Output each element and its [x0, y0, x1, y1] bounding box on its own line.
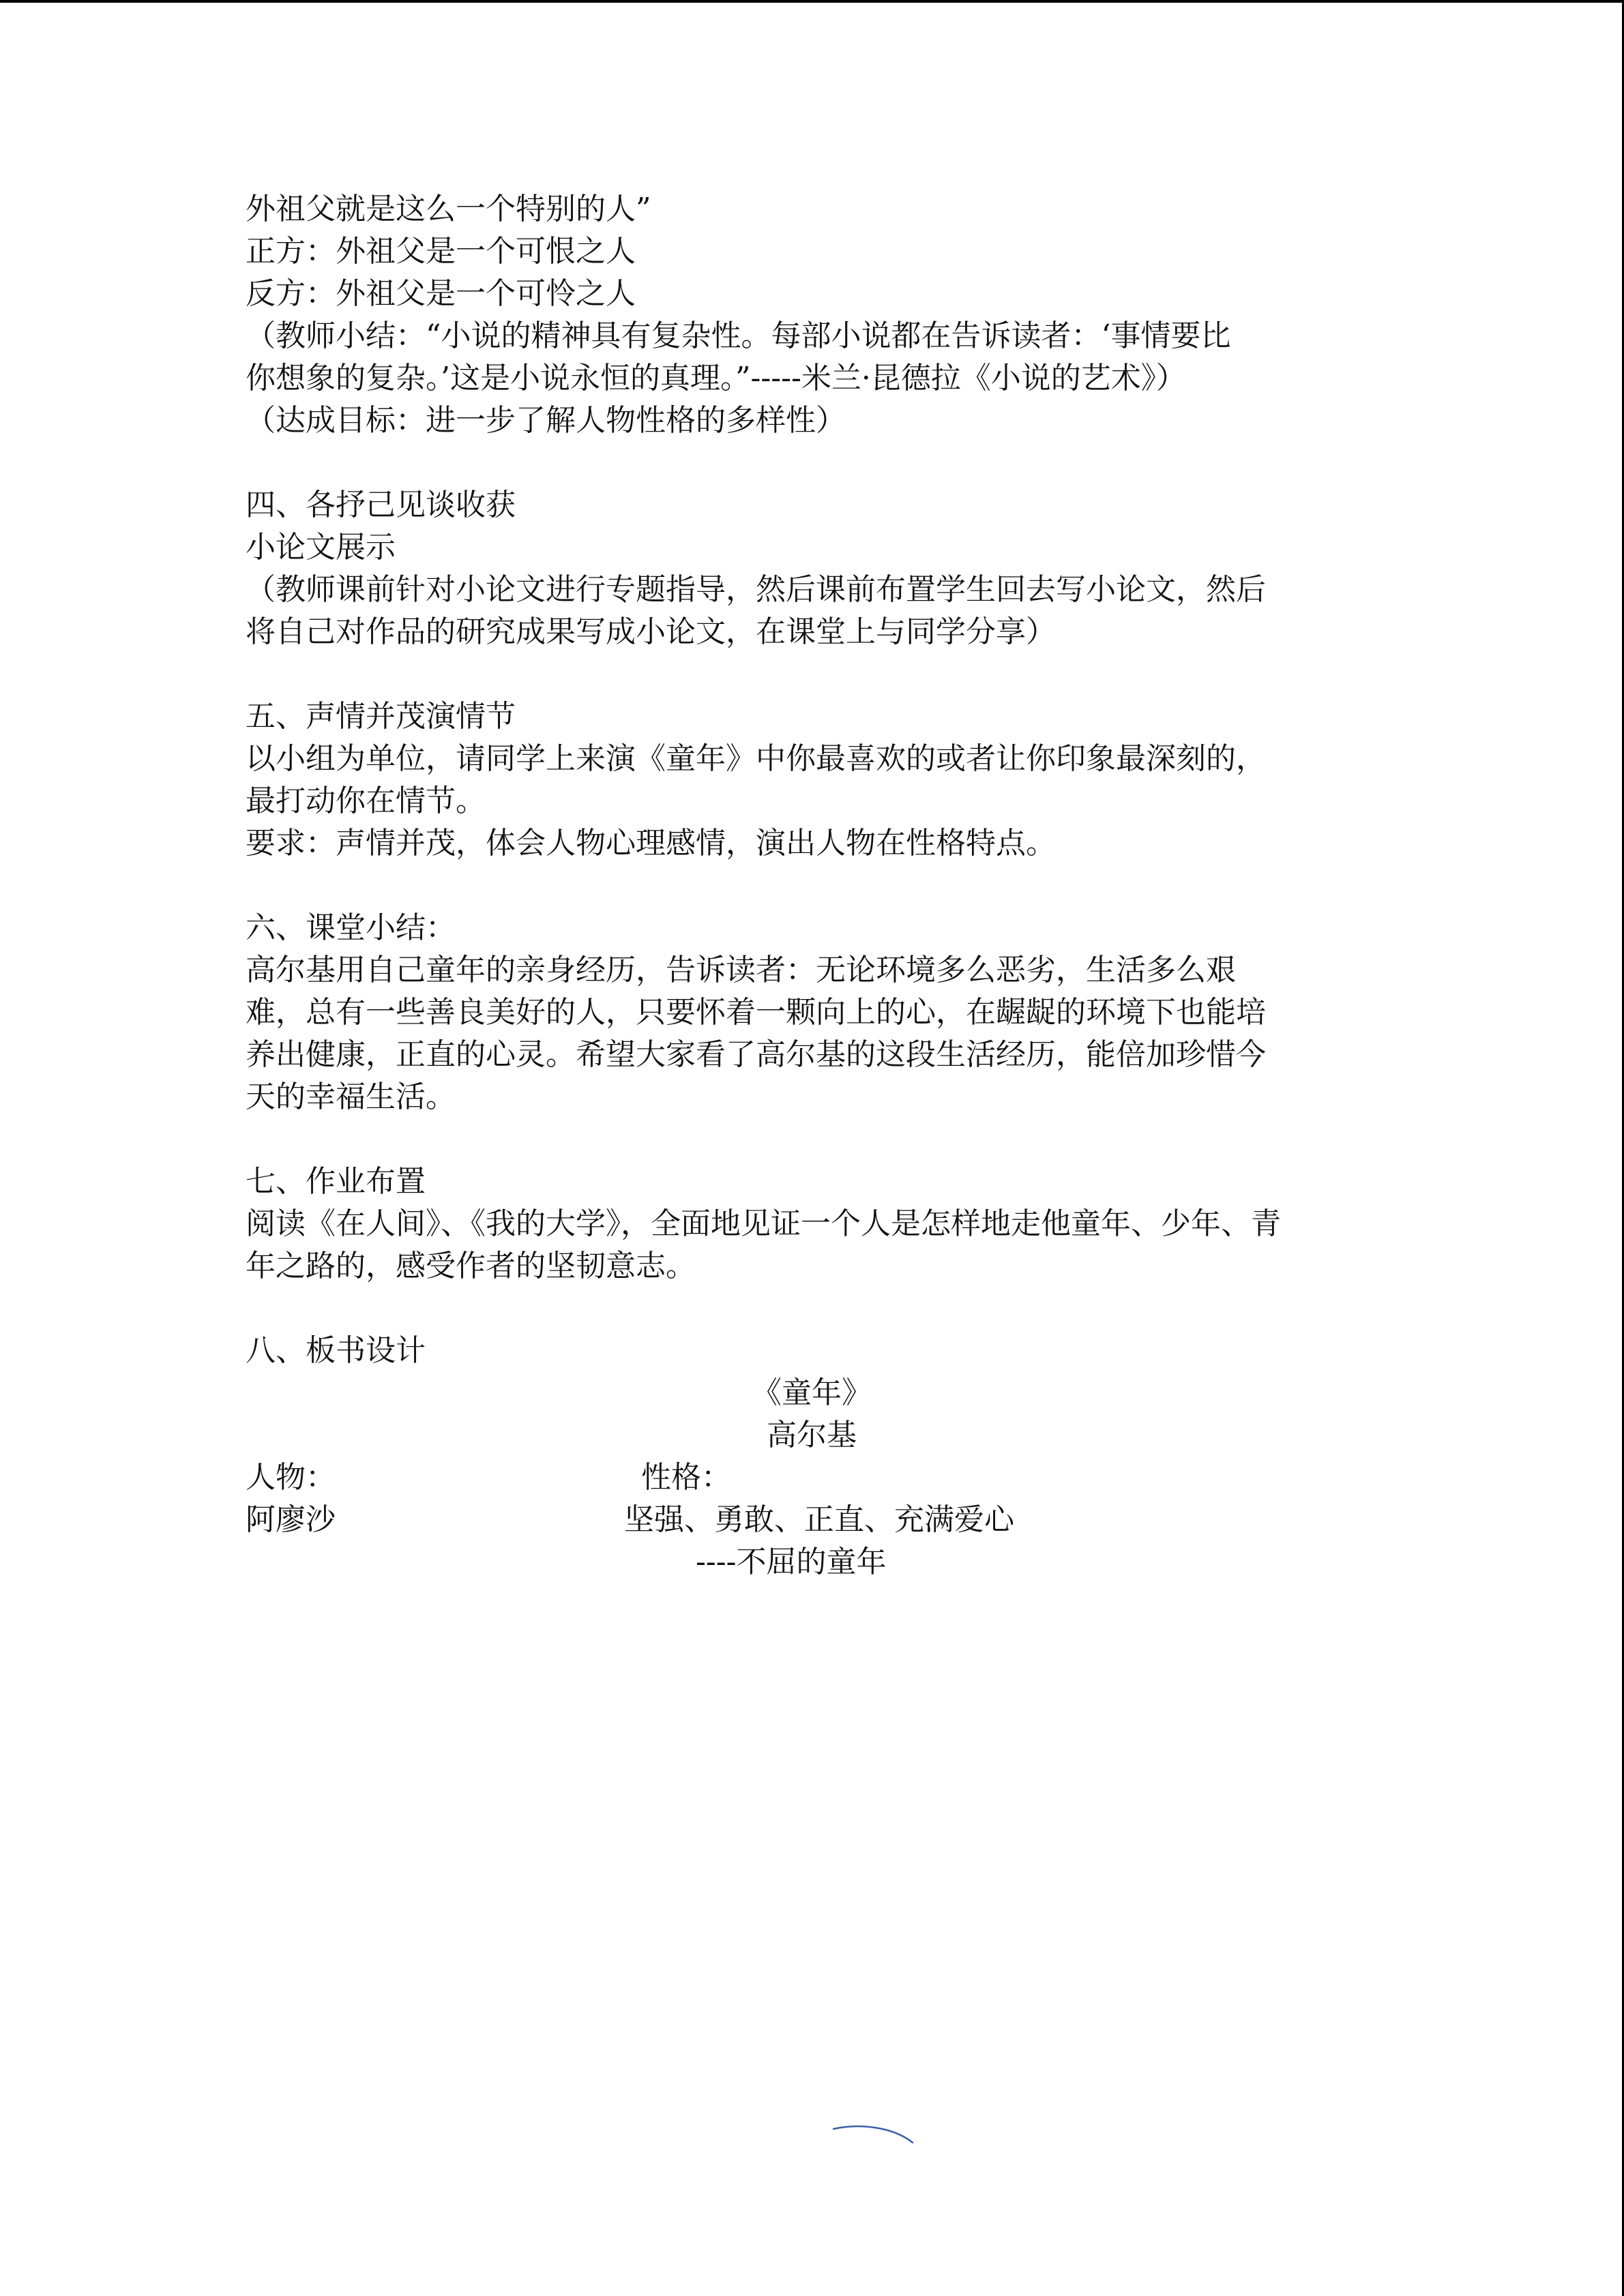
document-page: [246, 188, 1391, 1583]
text-line: （教师小结：“小说的精神具有复杂性。每部小说都在告诉读者：‘事情要比: [246, 318, 1231, 353]
board-label-personality: 性格：: [641, 1460, 731, 1495]
board-title: 《童年》: [752, 1375, 872, 1410]
text-line: （教师课前针对小论文进行专题指导，然后课前布置学生回去写小论文，然后: [246, 572, 1266, 607]
text-line: 小论文展示: [246, 530, 396, 565]
text-line: 你想象的复杂。’这是小说永恒的真理。”-----米兰·昆德拉《小说的艺术》）: [246, 361, 1186, 396]
page-top-border: [0, 0, 1624, 3]
section-heading: 五、声情并茂演情节: [246, 699, 516, 734]
text-line: 将自己对作品的研究成果写成小论文，在课堂上与同学分享）: [246, 614, 1056, 649]
text-line: 难，总有一些善良美好的人，只要怀着一颗向上的心，在龌龊的环境下也能培: [246, 995, 1266, 1030]
board-character-name: 阿廖沙: [246, 1502, 336, 1537]
section-heading: 八、板书设计: [246, 1333, 426, 1368]
board-label-character: 人物：: [246, 1460, 336, 1495]
text-line: 阅读《在人间》、《我的大学》，全面地见证一个人是怎样地走他童年、少年、青: [246, 1206, 1281, 1241]
text-line: （达成目标：进一步了解人物性格的多样性）: [246, 403, 846, 438]
section-heading: 四、各抒己见谈收获: [246, 488, 516, 522]
board-author: 高尔基: [767, 1418, 857, 1452]
board-summary: ----不屈的童年: [696, 1545, 887, 1579]
section-7: [246, 1161, 1391, 1287]
section-5: [246, 696, 1391, 865]
section-8: [246, 1330, 1391, 1583]
board-personality-traits: 坚强、勇敢、正直、充满爱心: [624, 1502, 1014, 1537]
section-6: [246, 907, 1391, 1118]
intro-block: [246, 188, 1391, 442]
spacer: [246, 865, 1391, 907]
spacer: [246, 442, 1391, 484]
section-4: [246, 484, 1391, 653]
text-line: 以小组为单位，请同学上来演《童年》中你最喜欢的或者让你印象最深刻的，: [246, 741, 1266, 776]
spacer: [246, 1118, 1391, 1161]
text-line: 外祖父就是这么一个特别的人”: [246, 192, 651, 226]
board-row-header: [246, 1457, 1391, 1499]
section-heading: 七、作业布置: [246, 1164, 426, 1199]
spacer: [246, 653, 1391, 696]
text-line: 正方：外祖父是一个可恨之人: [246, 234, 636, 269]
text-line: 高尔基用自己童年的亲身经历，告诉读者：无论环境多么恶劣，生活多么艰: [246, 953, 1236, 987]
spacer: [246, 1287, 1391, 1330]
text-line: 年之路的，感受作者的坚韧意志。: [246, 1249, 696, 1283]
text-line: 养出健康，正直的心灵。希望大家看了高尔基的这段生活经历，能倍加珍惜今: [246, 1037, 1266, 1072]
section-heading: 六、课堂小结：: [246, 910, 456, 945]
text-line: 天的幸福生活。: [246, 1079, 456, 1114]
text-line: 最打动你在情节。: [246, 784, 486, 818]
text-line: 要求：声情并茂，体会人物心理感情，演出人物在性格特点。: [246, 826, 1056, 861]
text-line: 反方：外祖父是一个可怜之人: [246, 276, 636, 311]
pen-mark-icon: [831, 2122, 919, 2156]
board-row-values: [246, 1499, 1391, 1541]
